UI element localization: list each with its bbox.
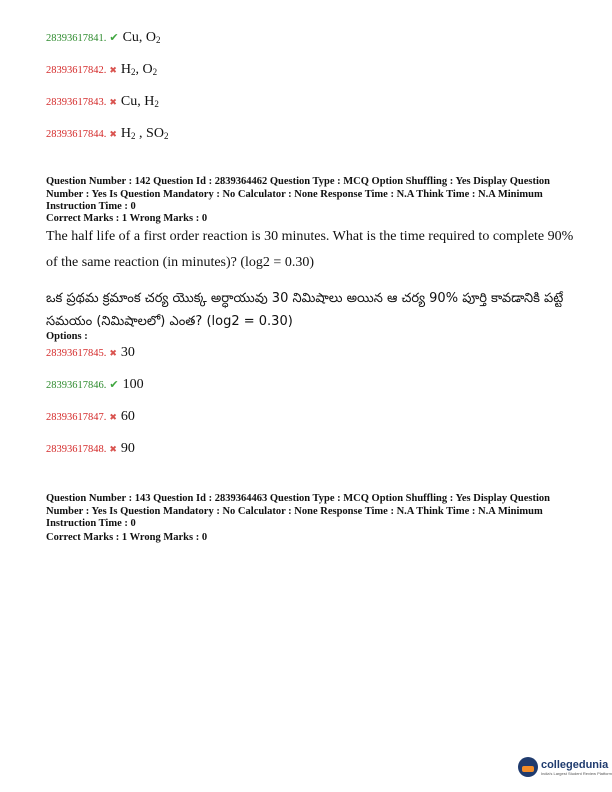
q142-question-english: The half life of a first order reaction is 30 minutes. What is the time required to complete 90% of the same reaction (in minutes)? (log2 = 0.30)	[46, 229, 574, 270]
formula-part: , SO	[135, 126, 164, 141]
option-row	[46, 377, 144, 393]
subscript: 2	[131, 67, 136, 77]
option-row	[46, 30, 161, 46]
cross-icon: ✖	[109, 98, 117, 108]
option-text: 90	[120, 441, 135, 456]
subscript: 2	[131, 131, 136, 141]
formula-part: H	[120, 62, 132, 77]
option-text: 30	[120, 345, 135, 360]
subscript: 2	[152, 67, 158, 77]
subscript: 2	[154, 99, 159, 109]
option-text	[121, 94, 159, 110]
subscript: 2	[156, 35, 161, 45]
q142-options-label: Options :	[46, 331, 88, 342]
q143-metadata: Question Number : 143 Question Id : 2839364463 Question Type : MCQ Option Shuffling : Yes Display Question Number : Yes Is Question Mandatory : No Calculator : None Response Time : N.A Think Time : N.A Minimum Instruction Time : 0	[46, 493, 550, 529]
option-text	[121, 126, 169, 142]
option-text: 60	[120, 409, 135, 424]
check-icon: ✔	[109, 378, 119, 391]
formula-part: Cu, H	[120, 94, 155, 109]
subscript: 2	[163, 131, 169, 141]
option-row	[46, 94, 159, 110]
option-text: 100	[122, 377, 144, 392]
cross-icon: ✖	[109, 130, 117, 140]
option-row	[46, 441, 135, 457]
option-text	[123, 30, 161, 46]
collegedunia-mascot-icon	[518, 757, 538, 777]
collegedunia-logo	[518, 757, 612, 777]
option-row	[46, 409, 135, 425]
option-id: 28393617845.	[46, 348, 107, 359]
option-id: 28393617843.	[46, 97, 107, 108]
option-id: 28393617848.	[46, 444, 107, 455]
q142-marks: Correct Marks : 1 Wrong Marks : 0	[46, 213, 208, 224]
option-row	[46, 345, 135, 361]
cross-icon: ✖	[109, 349, 117, 359]
option-id: 28393617844.	[46, 129, 107, 140]
logo-tagline: India's Largest Student Review Platform	[540, 770, 612, 776]
q142-metadata: Question Number : 142 Question Id : 2839364462 Question Type : MCQ Option Shuffling : Yes Display Question Number : Yes Is Question Mandatory : No Calculator : None Response Time : N.A Think Time : N.A Minimum Instruction Time : 0	[46, 176, 550, 212]
option-id: 28393617841.	[46, 33, 107, 44]
check-icon: ✔	[109, 31, 119, 44]
formula-part: Cu, O	[122, 30, 157, 45]
q143-marks: Correct Marks : 1 Wrong Marks : 0	[46, 532, 208, 543]
logo-name: collegedunia	[540, 758, 609, 771]
formula-part: , O	[135, 62, 153, 77]
option-id: 28393617847.	[46, 412, 107, 423]
cross-icon: ✖	[109, 413, 117, 423]
option-id: 28393617842.	[46, 65, 107, 76]
q142-question-telugu: ఒక ప్రథమ క్రమాంక చర్య యొక్క అర్ధాయువు 30 నిమిషాలు అయిన ఆ చర్య 90% పూర్తి కావడానికి పట్టే సమయం (నిమిషాలలో) ఎంత? (log2 = 0.30)	[46, 291, 564, 329]
formula-part: H	[120, 126, 132, 141]
option-id: 28393617846.	[46, 380, 107, 391]
option-row	[46, 126, 168, 142]
cross-icon: ✖	[109, 445, 117, 455]
option-row	[46, 62, 157, 78]
option-text	[121, 62, 157, 78]
cross-icon: ✖	[109, 66, 117, 76]
